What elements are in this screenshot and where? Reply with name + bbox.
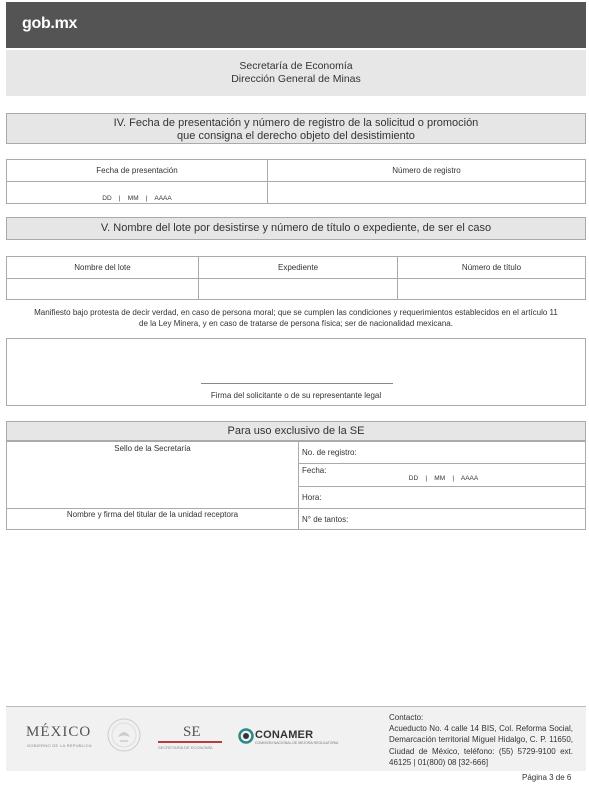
hora-label: Hora:: [302, 493, 322, 502]
section-v-table: [6, 256, 586, 300]
numero-registro-field[interactable]: [268, 182, 586, 204]
direccion-label: Dirección General de Minas: [231, 73, 361, 85]
logo-text-gob: gob: [22, 15, 51, 32]
page-number: Página 3 de 6: [522, 773, 572, 782]
conamer-logo-subtitle: COMISIÓN NACIONAL DE MEJORA REGULATORIA: [255, 741, 339, 745]
fecha-presentacion-field[interactable]: [7, 182, 268, 204]
expediente-field[interactable]: [199, 279, 398, 300]
fecha-format-hint: DD | MM | AAAA: [408, 475, 479, 482]
sello-secretaria-cell[interactable]: [7, 442, 299, 509]
expediente-header: Expediente: [199, 257, 398, 279]
conamer-icon: [238, 728, 254, 744]
section-v-title: V. Nombre del lote por desistirse y número de título o expediente, de ser el caso: [100, 222, 492, 234]
numero-registro-header: Número de registro: [268, 160, 586, 182]
section-v-header: [6, 217, 586, 240]
numero-titulo-header: Número de título: [398, 257, 586, 279]
top-bar: [6, 2, 586, 48]
national-seal-icon: [106, 717, 142, 753]
fecha-cell[interactable]: [299, 464, 586, 487]
se-logo: SE: [183, 724, 201, 740]
titular-cell[interactable]: [7, 509, 299, 530]
signature-box[interactable]: [6, 338, 586, 406]
secretaria-label: Secretaría de Economía: [239, 60, 353, 72]
nombre-lote-header: Nombre del lote: [7, 257, 199, 279]
mexico-logo-subtitle: GOBIERNO DE LA REPÚBLICA: [27, 743, 92, 748]
uso-se-table: [6, 441, 586, 530]
uso-se-title: Para uso exclusivo de la SE: [227, 425, 365, 437]
section-iv-title-line2: que consigna el derecho objeto del desistimiento: [177, 130, 415, 142]
fecha-label: Fecha:: [302, 466, 327, 475]
logo-dot: .: [50, 15, 55, 32]
section-iv-header: [6, 113, 586, 144]
signature-line: [201, 383, 393, 384]
section-iv-title-line1: IV. Fecha de presentación y número de registro de la solicitud o promoción: [113, 117, 479, 129]
manifiesto-text: [6, 307, 586, 329]
gobmx-logo[interactable]: [22, 15, 77, 33]
contact-info: [389, 712, 573, 768]
logo-text-mx: mx: [54, 15, 78, 32]
manifiesto-line2: de la Ley Minera, y en caso de tratarse de persona física; ser de nacionalidad mexicana.: [139, 319, 453, 328]
hora-cell[interactable]: [299, 487, 586, 509]
nombre-lote-field[interactable]: [7, 279, 199, 300]
no-registro-cell[interactable]: [299, 442, 586, 464]
numero-titulo-field[interactable]: [398, 279, 586, 300]
manifiesto-line1: Manifiesto bajo protesta de decir verdad, en caso de persona moral; que se cumplen las condiciones y requerimientos establecidos en el artículo 11: [34, 308, 558, 317]
date-format-hint: DD | MM | AAAA: [102, 195, 172, 202]
contact-title: Contacto:: [389, 713, 424, 722]
se-logo-subtitle: SECRETARÍA DE ECONOMÍA: [158, 745, 213, 750]
no-registro-label: No. de registro:: [302, 448, 357, 457]
uso-se-header: [6, 421, 586, 441]
mexico-logo: MÉXICO: [26, 724, 92, 740]
se-logo-bar: [158, 741, 222, 743]
contact-body: Acueducto No. 4 calle 14 BIS, Col. Reforma Social, Demarcación territorial Miguel Hidalgo, C. P. 11650, Ciudad de México, teléfono: (55) 5729-9100 ext. 46125 | 01(800) 08 [32-666]: [389, 724, 573, 767]
tantos-label: N° de tantos:: [302, 514, 349, 524]
sello-secretaria-label: Sello de la Secretaría: [114, 444, 191, 453]
department-header: [6, 50, 586, 96]
section-iv-table: [6, 159, 586, 204]
conamer-logo: CONAMER: [255, 729, 314, 741]
titular-label: Nombre y firma del titular de la unidad receptora: [66, 510, 239, 519]
fecha-presentacion-header: Fecha de presentación: [7, 160, 268, 182]
tantos-cell[interactable]: [299, 509, 586, 530]
signature-label: Firma del solicitante o de su representante legal: [210, 391, 382, 400]
